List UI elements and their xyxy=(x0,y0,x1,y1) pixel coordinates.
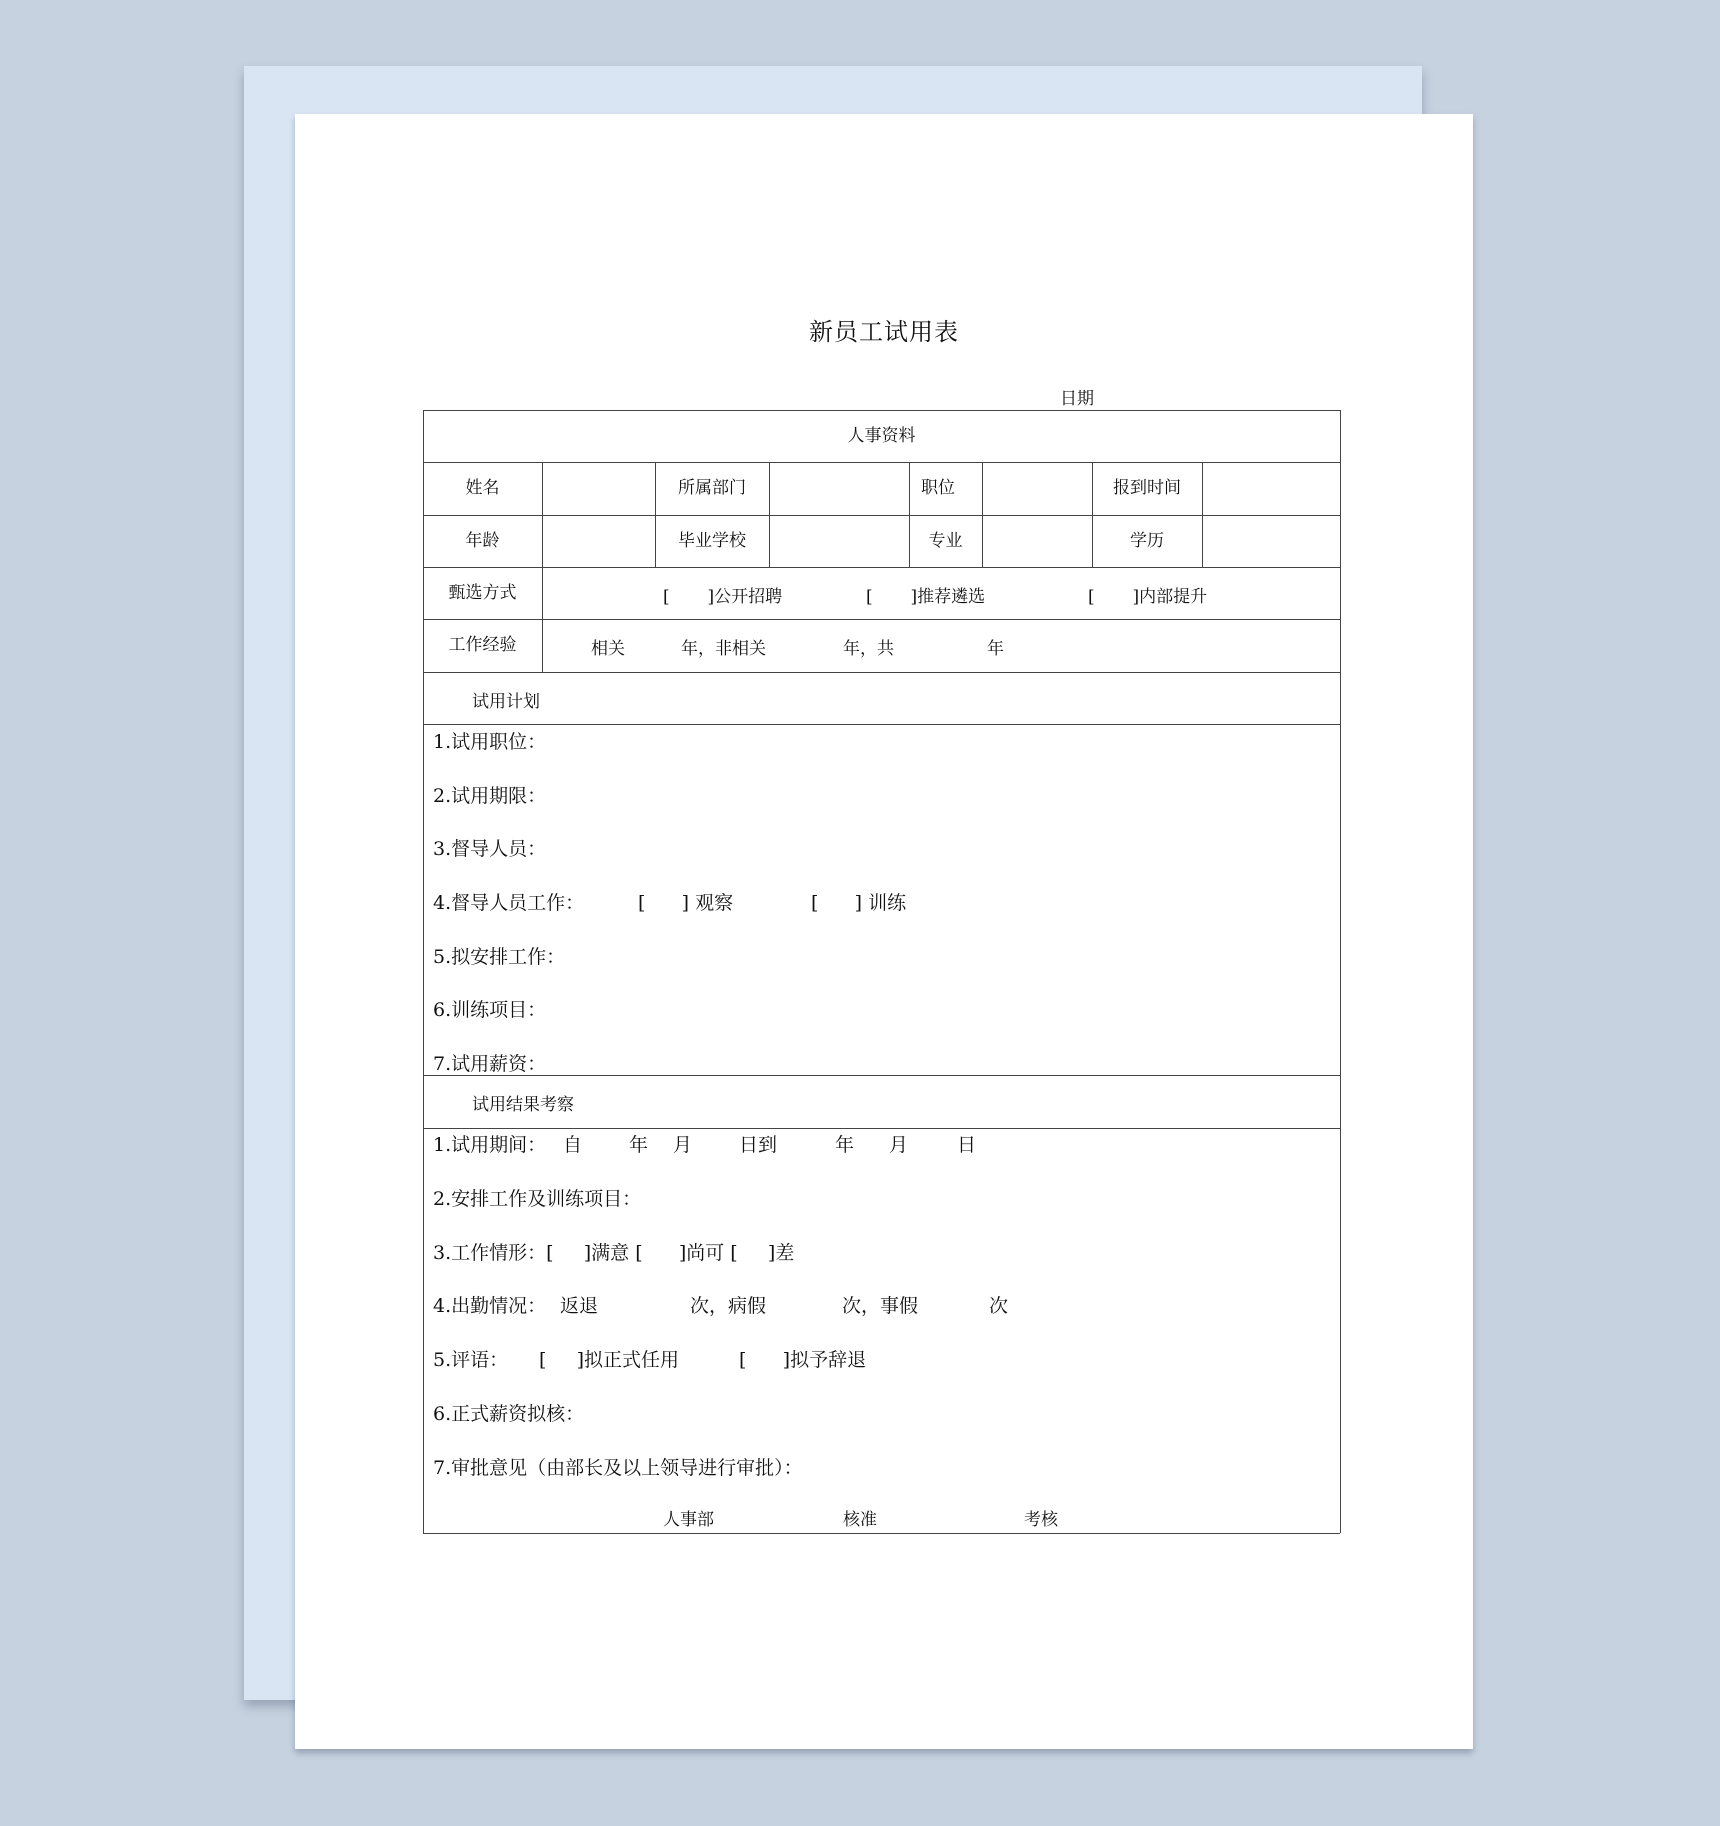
row-divider xyxy=(423,619,1340,620)
period-from-month: 月 xyxy=(673,1134,693,1156)
row-divider xyxy=(423,672,1340,673)
table-border-right xyxy=(1340,410,1341,1533)
experience-related-label: 相关 xyxy=(591,639,625,659)
label-name: 姓名 xyxy=(465,478,500,498)
attendance-late-label: 返退 xyxy=(560,1295,599,1317)
experience-total-label: 年，共 xyxy=(843,639,894,659)
checkbox-observe[interactable]: [ ] 观察 xyxy=(638,892,734,914)
result-item-comment: 5.评语： xyxy=(433,1349,509,1371)
signature-assess: 考核 xyxy=(1024,1510,1058,1530)
attendance-sick-label: 次，病假 xyxy=(690,1295,767,1317)
col-divider xyxy=(769,462,770,567)
attendance-personal-label: 次，事假 xyxy=(842,1295,919,1317)
period-from-year: 年 xyxy=(629,1134,649,1156)
label-position: 职位 xyxy=(921,478,955,498)
col-divider xyxy=(542,462,543,672)
row-divider xyxy=(423,724,1340,725)
period-to-year: 年 xyxy=(835,1134,855,1156)
section-trial-plan-title: 试用计划 xyxy=(472,692,540,712)
checkbox-recommendation[interactable]: [ ]推荐遴选 xyxy=(866,587,986,607)
trial-item-training: 6.训练项目： xyxy=(433,999,547,1021)
trial-item-position: 1.试用职位： xyxy=(433,731,547,753)
period-from-day-to: 日到 xyxy=(739,1134,778,1156)
form-table xyxy=(423,410,1340,1533)
label-major: 专业 xyxy=(928,531,963,551)
period-to-month: 月 xyxy=(889,1134,909,1156)
col-divider xyxy=(1202,462,1203,567)
label-selection-method: 甄选方式 xyxy=(448,583,517,603)
result-item-attendance: 4.出勤情况： xyxy=(433,1295,547,1317)
result-item-period-label: 1.试用期间： xyxy=(433,1134,547,1156)
checkbox-internal-promotion[interactable]: [ ]内部提升 xyxy=(1088,587,1208,607)
attendance-times-label: 次 xyxy=(989,1295,1009,1317)
label-report-time: 报到时间 xyxy=(1113,478,1181,498)
checkbox-train[interactable]: [ ] 训练 xyxy=(811,892,907,914)
col-divider xyxy=(982,462,983,567)
section-personnel-title: 人事资料 xyxy=(847,426,916,446)
result-item-approval: 7.审批意见（由部长及以上领导进行审批）： xyxy=(433,1457,803,1479)
experience-year-label: 年 xyxy=(987,639,1004,659)
row-divider xyxy=(423,567,1340,568)
date-label: 日期 xyxy=(1060,389,1094,409)
trial-item-period: 2.试用期限： xyxy=(433,785,547,807)
period-to-day: 日 xyxy=(957,1134,977,1156)
signature-approve: 核准 xyxy=(843,1510,877,1530)
row-divider xyxy=(423,1075,1340,1076)
trial-item-planned-work: 5.拟安排工作： xyxy=(433,946,566,968)
label-work-experience: 工作经验 xyxy=(448,635,517,655)
trial-item-supervisor: 3.督导人员： xyxy=(433,838,547,860)
document-page xyxy=(295,114,1473,1749)
section-trial-result-title: 试用结果考察 xyxy=(472,1095,574,1115)
table-border-bottom xyxy=(423,1533,1340,1534)
page-title: 新员工试用表 xyxy=(809,318,959,346)
trial-item-supervisor-work: 4.督导人员工作： xyxy=(433,892,585,914)
signature-hr: 人事部 xyxy=(663,1510,714,1530)
label-school: 毕业学校 xyxy=(678,531,746,551)
row-divider xyxy=(423,1128,1340,1129)
period-from: 自 xyxy=(563,1134,583,1156)
result-item-work-condition[interactable]: 3.工作情形：[ ]满意 [ ]尚可 [ ]差 xyxy=(433,1242,795,1264)
checkbox-formal-hire[interactable]: [ ]拟正式任用 xyxy=(539,1349,680,1371)
label-department: 所属部门 xyxy=(678,478,746,498)
label-age: 年龄 xyxy=(465,531,500,551)
checkbox-dismiss[interactable]: [ ]拟予辞退 xyxy=(739,1349,867,1371)
result-item-formal-salary: 6.正式薪资拟核： xyxy=(433,1403,585,1425)
trial-item-salary: 7.试用薪资： xyxy=(433,1053,547,1075)
result-item-work-training: 2.安排工作及训练项目： xyxy=(433,1188,642,1210)
label-education: 学历 xyxy=(1130,531,1164,551)
experience-unrelated-label: 年，非相关 xyxy=(681,639,766,659)
checkbox-public-recruitment[interactable]: [ ]公开招聘 xyxy=(663,587,783,607)
